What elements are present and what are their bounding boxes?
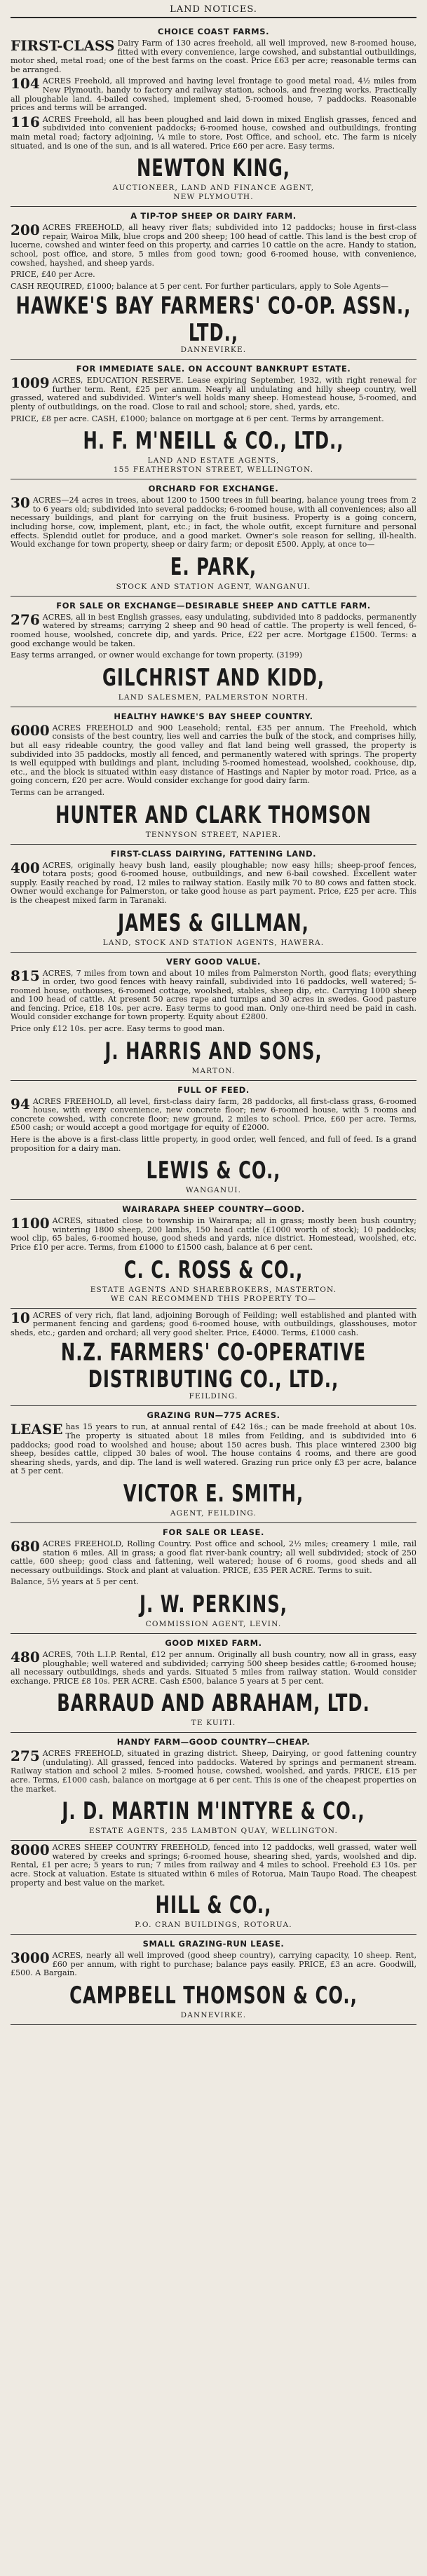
notice-paragraph	[11, 1311, 416, 1338]
agent-name: J. W. PERKINS,	[139, 1591, 287, 1618]
notice-text: ACRES, originally heavy bush land, easily ploughable; now easy hills; sheep-proof fences, totara posts; good 6-roomed house, outbuildings, and new 6-bail cowshed. Excellent water supply. Easily reached by road, 12 miles to railway station. Easily milk 70 to 80 cows and fatten stock. Owner would exchange for Palmerston, or take good house as part payment. Price, £25 per acre. This is the cheapest mixed farm in Taranaki.	[11, 860, 416, 905]
agent-address: TENNYSON STREET, NAPIER.	[145, 830, 282, 839]
notice-text: ACRES FREEHOLD, all heavy river flats; subdivided into 12 paddocks; house in first-class repair, Wairoa Milk, blue crops and 200 sheep; 100 head of cattle. This land is the best crop of lucerne, cowshed and winter feed on this property, and carries 10 cattle on the acre. Handy to station, school, post office, and store, 5 miles from good town; good 6-roomed house, with convenience, cowshed, hayshed, and sheep yards.	[11, 223, 416, 268]
notice-paragraph	[11, 789, 416, 798]
agent-address: LAND, STOCK AND STATION AGENTS, HAWERA.	[102, 938, 325, 947]
notice-paragraph	[11, 376, 416, 411]
notice-paragraph	[11, 1578, 416, 1587]
notice-title: HANDY FARM—GOOD COUNTRY—CHEAP.	[116, 1737, 311, 1747]
land-notice	[11, 1309, 416, 1407]
ads-column	[11, 22, 416, 2025]
acreage-lead: 10	[11, 1309, 30, 1326]
notice-title: FOR SALE OR EXCHANGE—DESIRABLE SHEEP AND CATTLE FARM.	[56, 600, 371, 611]
acreage-lead: 1009	[11, 374, 50, 392]
notice-paragraph	[11, 496, 416, 550]
notice-paragraph	[11, 77, 416, 112]
agent-address: AGENT, FEILDING.	[170, 1508, 257, 1518]
notice-text: ACRES, nearly all well improved (good sheep country), carrying capacity, 10 sheep. Rent, £60 per annum, with right to purchase; balance pays easily. PRICE, £3 an acre. Goodwill, £500. A Bargain.	[11, 1951, 416, 1978]
notice-paragraph	[11, 613, 416, 648]
notice-paragraph	[11, 415, 416, 424]
agent-name: LEWIS & CO.,	[146, 1157, 281, 1185]
notice-title: FIRST-CLASS DAIRYING, FATTENING LAND.	[110, 848, 317, 859]
agent-name: NEWTON KING,	[136, 155, 291, 182]
land-notice	[11, 1406, 416, 1523]
agent-address: ESTATE AGENTS, 235 LAMBTON QUAY, WELLINGTON.	[88, 1827, 339, 1836]
notice-text: Terms can be arranged.	[11, 787, 105, 797]
notice-text: ACRES FREEHOLD, all level, first-class dairy farm, 28 paddocks, all first-class grass, 6-roomed house, with every convenience, new concrete floor; new 6-roomed house, with 5 rooms and concrete cowshed, with concrete floor; new ground, 2 miles to school. Price, £60 per acre. Terms, £500 cash; or would accept a good mortgage for equity of £2000.	[11, 1096, 416, 1133]
agent-address: DANNEVIRKE.	[180, 346, 247, 355]
agent-address: STOCK AND STATION AGENT, WANGANUI.	[116, 582, 311, 591]
acreage-lead: FIRST-CLASS	[11, 37, 115, 54]
land-notice	[11, 1523, 416, 1634]
agent-address: DANNEVIRKE.	[180, 2011, 247, 2019]
agent-name: HAWKE'S BAY FARMERS' CO-OP. ASSN., LTD.,	[15, 292, 412, 348]
acreage-lead: 30	[11, 494, 30, 512]
acreage-lead: 8000	[11, 1841, 50, 1859]
notice-text: has 15 years to run, at annual rental of £42 16s.; can be made freehold at about 10s. The property is situated about 18 miles from Feilding, and is subdivided into 6 paddocks; good road to woolshed and house; about 150 acres bush. This place wintered 2300 big sheep, besides cattle, clipped 30 bales of wool. The house contains 4 rooms, and there are good shearing sheds, yards, and dip. The land is well watered. Grazing run price only £3 per acre, balance at 5 per cent.	[11, 1422, 416, 1476]
agent-name: J. HARRIS AND SONS,	[104, 1037, 323, 1065]
land-notice	[11, 1935, 416, 2025]
notice-text: ACRES, 70th L.I.P. Rental, £12 per annum. Originally all bush country, now all in grass, easy ploughable; well watered and subdivided; carrying 500 sheep besides cattle; 6-roomed house; all necessary outbuildings, sheds and yards. Situated 5 miles from railway station. Would consider exchange. PRICE £8 10s. PER ACRE. Cash £500, balance 5 years at 5 per cent.	[11, 1649, 416, 1686]
agent-name: CAMPBELL THOMSON & CO.,	[69, 1982, 358, 2010]
notice-paragraph	[11, 1648, 416, 1686]
notice-text: Dairy Farm of 130 acres freehold, all well improved, new 8-roomed house, fitted with every convenience, large cowshed, and substantial outbuildings, motor shed, metal road; one of the best farms on the coast. Price £63 per acre; reasonable terms can be arranged.	[11, 39, 416, 74]
acreage-lead: 116	[11, 113, 40, 130]
acreage-lead: 6000	[11, 721, 50, 739]
acreage-lead: 275	[11, 1747, 40, 1765]
notice-paragraph	[11, 651, 416, 660]
notice-paragraph	[11, 39, 416, 74]
agent-name: BARRAUD AND ABRAHAM, LTD.	[57, 1690, 370, 1718]
acreage-lead: 94	[11, 1095, 30, 1112]
notice-paragraph	[11, 1951, 416, 1978]
notice-text: ACRES—24 acres in trees, about 1200 to 1500 trees in full bearing, balance young trees from 2 to 6 years old; subdivided into several paddocks; 6-roomed house, with all conveniences; also all necessary buildings, and plant for carrying on the fruit business. Property is a going concern, including horse, cow, implement, plant, etc.; in fact, the whole outfit, except furniture and personal effects. Splendid outlet for produce, and a good market. Owner's sole reason for selling, ill-health. Would exchange for town property, sheep or dairy farm; or deposit £500. Apply, at once to—	[11, 496, 416, 550]
notice-text: ACRES, 7 miles from town and about 10 miles from Palmerston North, good flats; everything in order, two good fences with heavy rainfall, subdivided into 16 paddocks, well watered; 5-roomed house, outhouses, 6-roomed cottage, woolshed, stables, sheep dip, etc. Carrying 1000 sheep and 100 head of cattle. At present 50 acres rape and turnips and 30 acres in swedes. Good pasture and fencing. Price, £18 10s. per acre. Easy terms to good man. Only one-third need be paid in cash. Would consider exchange for town property. Equity about £2800.	[11, 968, 416, 1022]
notice-paragraph	[11, 1537, 416, 1575]
agent-address: FEILDING.	[189, 1392, 238, 1401]
agent-address: LAND SALESMEN, PALMERSTON NORTH.	[118, 693, 309, 702]
notice-text: Price only £12 10s. per acre. Easy terms to good man.	[11, 1024, 225, 1034]
acreage-lead: 200	[11, 222, 40, 239]
notice-title: CHOICE COAST FARMS.	[157, 27, 270, 36]
land-notice	[11, 707, 416, 845]
agent-name: N.Z. FARMERS' CO-OPERATIVE DISTRIBUTING CO., LTD.,	[60, 1339, 367, 1394]
land-notice	[11, 597, 416, 707]
land-notice	[11, 1081, 416, 1201]
agent-address: LAND AND ESTATE AGENTS,	[147, 456, 280, 465]
notice-title: FOR IMMEDIATE SALE. ON ACCOUNT BANKRUPT ESTATE.	[76, 364, 351, 374]
notice-text: ACRES Freehold, all improved and having level frontage to good metal road, 4½ miles from New Plymouth, handy to factory and railway station, schools, and freezing works. Practically all ploughable land. 4-bailed cowshed, implement shed, 5-roomed house, 7 paddocks. Reasonable prices and terms will be arranged.	[11, 76, 416, 113]
land-notice	[11, 1634, 416, 1733]
notice-paragraph	[11, 271, 416, 280]
notice-title: A TIP-TOP SHEEP OR DAIRY FARM.	[130, 211, 297, 222]
acreage-lead: 1100	[11, 1215, 50, 1232]
notice-text: ACRES, all in best English grasses, easy undulating, subdivided into 8 paddocks, permanently watered by streams; carrying 2 sheep and 90 head of cattle. The property is well fenced, 6-roomed house, woolshed, concrete dip, and yards. Price, £22 per acre. Mortgage £1500. Terms: a good exchange would be taken.	[11, 612, 416, 648]
land-notice	[11, 479, 416, 597]
notice-text: ACRES SHEEP COUNTRY FREEHOLD, fenced into 12 paddocks, well grassed, water well watered by creeks and springs; 6-roomed house, shearing shed, yards, woolshed and dip. Rental, £1 per acre; 5 years to run; 7 miles from railway and 4 miles to school. Freehold £3 10s. per acre. Stock at valuation. Estate is situated within 6 miles of Rotorua, Main Taupo Road. The cheapest property and best value on the market.	[11, 1843, 416, 1888]
agent-address: ESTATE AGENTS AND SHAREBROKERS, MASTERTON.	[90, 1285, 337, 1294]
agent-name: J. D. MARTIN M'INTYRE & CO.,	[62, 1798, 365, 1826]
notice-text: PRICE, £8 per acre. CASH, £1000; balance on mortgage at 6 per cent. Terms by arrangement.	[11, 414, 384, 423]
notice-paragraph	[11, 1217, 416, 1252]
land-notice	[11, 1200, 416, 1308]
acreage-lead: 3000	[11, 1949, 50, 1967]
agent-address: TE KUITI.	[191, 1719, 236, 1728]
page-header: LAND NOTICES.	[11, 4, 416, 18]
notice-title: ORCHARD FOR EXCHANGE.	[148, 484, 279, 494]
agent-name: HILL & CO.,	[155, 1892, 272, 1920]
agent-name: H. F. M'NEILL & CO., LTD.,	[83, 428, 344, 456]
agent-name: VICTOR E. SMITH,	[123, 1480, 304, 1508]
agent-name: HUNTER AND CLARK THOMSON	[55, 801, 372, 829]
notice-title: GRAZING RUN—775 ACRES.	[147, 1410, 280, 1421]
land-notice	[11, 1841, 416, 1935]
land-notice	[11, 360, 416, 479]
land-notice	[11, 22, 416, 207]
notice-paragraph	[11, 282, 416, 292]
acreage-lead: 276	[11, 611, 40, 628]
land-notice	[11, 845, 416, 953]
agent-name: E. PARK,	[170, 553, 257, 581]
land-notice	[11, 207, 416, 360]
notice-paragraph	[11, 969, 416, 1023]
notice-title: WAIRARAPA SHEEP COUNTRY—GOOD.	[122, 1204, 305, 1215]
notice-title: HEALTHY HAWKE'S BAY SHEEP COUNTRY.	[114, 711, 313, 721]
notice-title: FOR SALE OR LEASE.	[163, 1527, 264, 1537]
notice-text: ACRES FREEHOLD and 900 Leasehold; rental, £35 per annum. The Freehold, which consists of the best country, lies well and carries the bulk of the stock, and comprises hilly, but all easy rideable country, the good valley and flat land being well grassed, the property is subdivided into 35 paddocks, mostly all fenced, and permanently watered with springs. The property is well equipped with buildings and plant, including 5-roomed homestead, woolshed, cookhouse, dip, etc., and the block is situated within easy distance of Hastings and Napier by motor road. Price, as a going concern, £20 per acre. Would consider exchange for good dairy farm.	[11, 723, 416, 786]
notice-text: Balance, 5½ years at 5 per cent.	[11, 1577, 139, 1587]
notice-paragraph	[11, 1136, 416, 1153]
notice-title: GOOD MIXED FARM.	[165, 1637, 262, 1648]
agent-address: AUCTIONEER, LAND AND FINANCE AGENT,	[112, 184, 315, 193]
notice-title: FULL OF FEED.	[177, 1084, 250, 1095]
notice-text: ACRES Freehold, all has been ploughed and laid down in mixed English grasses, fenced and subdivided into convenient paddocks; 6-roomed house, cowshed and outbuildings, fronting main metal road; factory adjoining, ¼ mile to store, Post Office, and school, etc. The farm is nicely situated, and is one of the sun, and is all watered. Price £60 per acre. Easy terms.	[11, 114, 416, 151]
notice-paragraph	[11, 1095, 416, 1133]
notice-title: SMALL GRAZING-RUN LEASE.	[142, 1939, 285, 1949]
notice-text: ACRES, EDUCATION RESERVE. Lease expiring September, 1932, with right renewal for further term. Rent, £25 per annum. Nearly all undulating and hilly sheep country, well grassed, watered and subdivided. Winter's well holds many sheep. Homestead house, 5-roomed, and plenty of outbuildings, on the road. Close to rail and school; store, shed, yards, etc.	[11, 376, 416, 412]
acreage-lead: 480	[11, 1648, 40, 1665]
notice-paragraph	[11, 113, 416, 151]
agent-name: C. C. ROSS & CO.,	[123, 1256, 304, 1284]
agent-address: COMMISSION AGENT, LEVIN.	[145, 1619, 282, 1628]
page	[11, 0, 416, 2025]
agent-address: NEW PLYMOUTH.	[173, 193, 254, 202]
notice-text: PRICE, £40 per Acre.	[11, 270, 95, 280]
agent-address: WE CAN RECOMMEND THIS PROPERTY TO—	[110, 1294, 317, 1303]
notice-paragraph	[11, 224, 416, 268]
notice-paragraph	[11, 1747, 416, 1794]
notice-text: Easy terms arranged, or owner would exchange for town property. (3199)	[11, 650, 303, 660]
land-notice	[11, 1733, 416, 1841]
notice-text: ACRES FREEHOLD, situated in grazing district. Sheep, Dairying, or good fattening country (undulating). All grassed, fenced into paddocks. Watered by springs and permanent stream. Railway station and school 2 miles. 5-roomed house, cowshed, woolshed, and yards. PRICE, £15 per acre. Terms, £1000 cash, balance on mortgage at 6 per cent. This is one of the cheapest properties on the market.	[11, 1749, 416, 1794]
notice-paragraph	[11, 1025, 416, 1034]
notice-text: ACRES of very rich, flat land, adjoining Borough of Feilding; well established and planted with permanent fencing and gardens; good 6-roomed house, with outbuildings, glasshouses, motor sheds, etc.; garden and orchard; all very good shelter. Price, £4000. Terms, £1000 cash.	[11, 1310, 416, 1337]
acreage-lead: 815	[11, 967, 40, 984]
acreage-lead: 104	[11, 75, 40, 93]
agent-name: JAMES & GILLMAN,	[118, 909, 309, 937]
land-notice	[11, 953, 416, 1081]
notice-paragraph	[11, 721, 416, 786]
acreage-lead: 400	[11, 859, 40, 876]
agent-address: WANGANUI.	[185, 1186, 242, 1195]
notice-text: ACRES FREEHOLD, Rolling Country. Post office and school, 2½ miles; creamery 1 mile, rail station 6 miles. All in grass; a good flat river-bank country; all well subdivided; stock of 250 cattle, 600 sheep; good class and fattening, well watered; house of 6 rooms, good sheds and all necessary outbuildings. Stock and plant at valuation. PRICE, £35 PER ACRE. Terms to suit.	[11, 1539, 416, 1575]
acreage-lead: 680	[11, 1537, 40, 1555]
agent-address: 155 FEATHERSTON STREET, WELLINGTON.	[113, 465, 314, 475]
notice-text: ACRES, situated close to township in Wairarapa; all in grass; mostly been bush country; wintering 1800 sheep, 200 lambs, 150 head cattle (£1000 worth of stock); 10 paddocks; wool clip, 65 bales, 6-roomed house, good sheds and yards, nice district. Homestead, woolshed, etc. Price £10 per acre. Terms, from £1000 to £1500 cash, balance at 6 per cent.	[11, 1216, 416, 1252]
agent-name: GILCHRIST AND KIDD,	[102, 664, 325, 692]
acreage-lead: LEASE	[11, 1421, 63, 1438]
notice-title: VERY GOOD VALUE.	[166, 956, 261, 967]
agent-address: MARTON.	[191, 1066, 236, 1075]
agent-address: P.O. CRAN BUILDINGS, ROTORUA.	[135, 1921, 292, 1930]
notice-paragraph	[11, 861, 416, 906]
notice-text: Here is the above is a first-class little property, in good order, well fenced, and full of feed. Is a grand proposition for a dairy man.	[11, 1135, 416, 1153]
notice-text: CASH REQUIRED, £1000; balance at 5 per cent. For further particulars, apply to Sole Agents—	[11, 281, 389, 291]
notice-paragraph	[11, 1423, 416, 1476]
notice-paragraph	[11, 1841, 416, 1888]
